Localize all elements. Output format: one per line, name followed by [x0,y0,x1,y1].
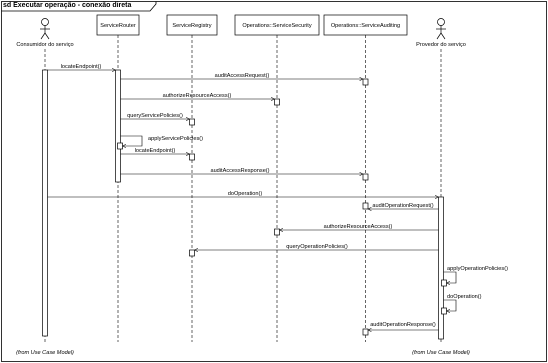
auditing-activation [363,329,368,335]
auditing-activation [363,79,368,85]
router-self-activation [118,143,123,149]
auditing-activation [363,203,368,209]
security-activation [275,99,280,105]
diagram-frame [2,2,547,362]
actor-leg-left [437,33,441,39]
consumer-from-note: (from Use Case Model) [16,350,74,356]
provider-label: Provedor do serviço [416,42,466,48]
frame-tab [2,2,157,12]
consumer-actor [16,19,73,49]
provider-self-activation [442,308,447,314]
provider-from-note: (from Use Case Model) [412,350,470,356]
message-label: auditAccessResponse() [210,168,270,174]
registry-activation [190,154,195,160]
message-label: doOperation() [447,294,482,300]
message-label: applyServicePolicies() [148,136,204,142]
security-label: Operations::ServiceSecurity [242,23,312,29]
actor-head-icon [438,19,445,26]
provider-activation [439,197,444,339]
router-activation [116,70,121,182]
actor-leg-right [441,33,445,39]
registry-activation [190,119,195,125]
message-label: auditOperationRequest() [372,203,434,209]
message-label: auditAccessRequest() [214,73,270,79]
consumer-label: Consumidor do serviço [16,42,74,48]
actor-leg-left [41,33,45,39]
provider-self-activation [442,280,447,286]
router-label: ServiceRouter [100,23,136,29]
actor-head-icon [42,19,49,26]
provider-actor [416,19,466,49]
message-label: queryOperationPolicies() [286,244,348,250]
message-label: locateEndpoint() [134,148,176,154]
registry-label: ServiceRegistry [172,23,212,29]
message-label: auditOperationResponse() [370,322,436,328]
message-label: locateEndpoint() [60,64,102,70]
registry-activation [190,250,195,256]
message-label: authorizeResourceAccess() [323,224,393,230]
message-label: doOperation() [227,191,263,197]
consumer-activation [43,70,48,336]
message-label: authorizeResourceAccess() [162,93,232,99]
frame-title: sd Executar operação - conexão direta [3,2,132,9]
security-activation [275,229,280,235]
auditing-activation [363,174,368,180]
auditing-label: Operations::ServiceAuditing [330,23,401,29]
message-label: applyOperationPolicies() [447,266,508,272]
message-label: queryServicePolicies() [127,113,183,119]
actor-leg-right [45,33,49,39]
self-message-arrow [121,136,143,146]
